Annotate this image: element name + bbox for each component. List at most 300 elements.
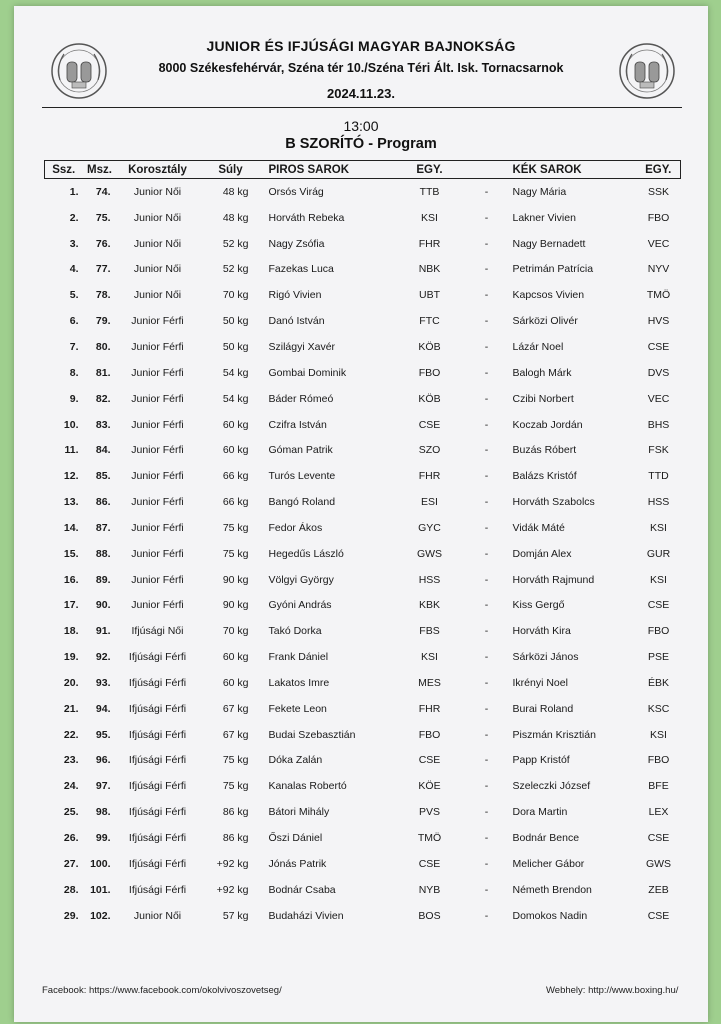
row-msz: 75. — [95, 211, 111, 224]
row-separator: - — [484, 418, 489, 431]
table-row — [45, 231, 681, 257]
row-red-corner: Gyóni András — [268, 599, 332, 612]
table-row — [45, 412, 681, 438]
row-korosztaly: Ifjúsági Férfi — [128, 832, 187, 845]
row-blue-club: CSE — [647, 340, 670, 353]
row-red-corner: Dóka Zalán — [268, 754, 323, 767]
row-blue-corner: Kiss Gergő — [512, 599, 565, 612]
row-suly: 66 kg — [222, 496, 249, 509]
row-blue-corner: Balázs Kristóf — [512, 470, 577, 483]
row-red-club: FBO — [418, 728, 441, 741]
row-ssz: 5. — [69, 289, 79, 302]
row-blue-club: KSC — [647, 702, 670, 715]
row-msz: 102. — [90, 909, 111, 922]
row-blue-corner: Piszmán Krisztián — [512, 728, 596, 741]
row-red-club: GYC — [418, 521, 441, 534]
session-time: 13:00 — [343, 118, 379, 134]
row-blue-club: DVS — [647, 366, 670, 379]
row-blue-corner: Balogh Márk — [512, 366, 572, 379]
row-blue-club: VEC — [647, 237, 670, 250]
row-red-club: FBS — [419, 625, 440, 638]
row-blue-club: FSK — [648, 444, 669, 457]
row-blue-club: FBO — [647, 754, 670, 767]
row-suly: 90 kg — [222, 573, 249, 586]
table-row — [45, 334, 681, 360]
row-suly: 60 kg — [222, 676, 249, 689]
row-separator: - — [484, 315, 489, 328]
row-red-club: NYB — [418, 883, 441, 896]
website-link[interactable]: Webhely: http://www.boxing.hu/ — [546, 985, 679, 996]
table-row — [45, 567, 681, 593]
row-blue-corner: Nagy Bernadett — [512, 237, 586, 250]
row-blue-club: LEX — [648, 806, 669, 819]
row-separator: - — [484, 806, 489, 819]
row-red-club: NBK — [418, 263, 441, 276]
row-red-club: FBO — [418, 366, 441, 379]
row-ssz: 24. — [63, 780, 79, 793]
row-red-club: FHR — [418, 470, 441, 483]
row-msz: 81. — [95, 366, 111, 379]
row-msz: 79. — [95, 315, 111, 328]
facebook-link[interactable]: Facebook: https://www.facebook.com/okolvivoszovetseg/ — [42, 985, 282, 996]
row-red-corner: Fazekas Luca — [268, 263, 334, 276]
row-ssz: 3. — [69, 237, 79, 250]
table-row — [45, 877, 681, 903]
row-ssz: 16. — [63, 573, 79, 586]
row-suly: 57 kg — [222, 909, 249, 922]
row-red-club: HSS — [418, 573, 441, 586]
row-blue-corner: Horváth Rajmund — [512, 573, 595, 586]
row-red-corner: Danó István — [268, 315, 325, 328]
row-separator: - — [484, 780, 489, 793]
row-blue-club: TMÖ — [646, 289, 671, 302]
row-msz: 78. — [95, 289, 111, 302]
row-separator: - — [484, 625, 489, 638]
row-suly: 60 kg — [222, 444, 249, 457]
row-ssz: 20. — [63, 676, 79, 689]
row-korosztaly: Junior Férfi — [131, 547, 184, 560]
row-red-club: FHR — [418, 237, 441, 250]
row-suly: 90 kg — [222, 599, 249, 612]
row-msz: 96. — [95, 754, 111, 767]
row-ssz: 4. — [69, 263, 79, 276]
row-blue-corner: Horváth Szabolcs — [512, 496, 595, 509]
row-msz: 74. — [95, 185, 111, 198]
col-separator — [467, 161, 507, 179]
row-ssz: 23. — [63, 754, 79, 767]
row-blue-club: FBO — [647, 625, 670, 638]
bout-table — [44, 160, 681, 928]
row-red-club: FTC — [419, 315, 440, 328]
row-ssz: 6. — [69, 315, 79, 328]
row-red-club: KSI — [421, 651, 438, 664]
row-blue-club: BHS — [647, 418, 670, 431]
row-suly: +92 kg — [216, 883, 249, 896]
row-korosztaly: Ifjúsági Férfi — [128, 728, 187, 741]
col-egy-red: EGY. — [393, 161, 467, 179]
row-red-corner: Fekete Leon — [268, 702, 327, 715]
table-row — [45, 541, 681, 567]
row-msz: 100. — [90, 857, 111, 870]
row-suly: +92 kg — [216, 857, 249, 870]
row-msz: 101. — [90, 883, 111, 896]
row-blue-club: KSI — [650, 573, 667, 586]
row-suly: 70 kg — [222, 289, 249, 302]
row-separator: - — [484, 496, 489, 509]
row-blue-club: TTD — [648, 470, 669, 483]
row-korosztaly: Junior Női — [133, 909, 182, 922]
row-red-club: MES — [418, 676, 441, 689]
row-ssz: 29. — [63, 909, 79, 922]
row-korosztaly: Ifjúsági Férfi — [128, 883, 187, 896]
row-blue-corner: Burai Roland — [512, 702, 574, 715]
row-blue-club: KSI — [650, 728, 667, 741]
row-blue-corner: Vidák Máté — [512, 521, 565, 534]
table-row — [45, 282, 681, 308]
col-msz: Msz. — [83, 161, 117, 179]
row-suly: 60 kg — [222, 651, 249, 664]
event-title: JUNIOR ÉS IFJÚSÁGI MAGYAR BAJNOKSÁG — [206, 38, 516, 54]
row-red-club: UBT — [419, 289, 440, 302]
row-separator: - — [484, 185, 489, 198]
row-separator: - — [484, 909, 489, 922]
row-ssz: 22. — [63, 728, 79, 741]
row-red-corner: Góman Patrik — [268, 444, 333, 457]
row-ssz: 18. — [63, 625, 79, 638]
col-egy-blue: EGY. — [637, 161, 681, 179]
row-separator: - — [484, 444, 489, 457]
row-msz: 76. — [95, 237, 111, 250]
row-korosztaly: Junior Férfi — [131, 521, 184, 534]
row-blue-club: ZEB — [648, 883, 669, 896]
table-row — [45, 386, 681, 412]
row-blue-club: HSS — [647, 496, 670, 509]
row-suly: 75 kg — [222, 547, 249, 560]
row-ssz: 15. — [63, 547, 79, 560]
table-row — [45, 696, 681, 722]
col-piros-sarok: PIROS SAROK — [263, 161, 393, 179]
row-red-club: TTB — [419, 185, 440, 198]
row-korosztaly: Ifjúsági Férfi — [128, 806, 187, 819]
table-row — [45, 257, 681, 283]
row-ssz: 2. — [69, 211, 79, 224]
row-suly: 66 kg — [222, 470, 249, 483]
row-red-club: KÖE — [418, 780, 441, 793]
row-red-corner: Jónás Patrik — [268, 857, 327, 870]
row-korosztaly: Ifjúsági Férfi — [128, 651, 187, 664]
row-separator: - — [484, 340, 489, 353]
row-blue-corner: Lakner Vivien — [512, 211, 576, 224]
row-suly: 52 kg — [222, 237, 249, 250]
row-separator: - — [484, 599, 489, 612]
row-ssz: 25. — [63, 806, 79, 819]
row-blue-club: PSE — [647, 651, 669, 664]
row-separator: - — [484, 676, 489, 689]
row-msz: 89. — [95, 573, 111, 586]
row-red-club: KBK — [418, 599, 440, 612]
table-row — [45, 799, 681, 825]
row-blue-corner: Kapcsos Vivien — [512, 289, 585, 302]
row-blue-corner: Buzás Róbert — [512, 444, 577, 457]
row-msz: 85. — [95, 470, 111, 483]
row-red-corner: Turós Levente — [268, 470, 336, 483]
row-ssz: 9. — [69, 392, 79, 405]
event-date: 2024.11.23. — [327, 86, 395, 101]
row-msz: 83. — [95, 418, 111, 431]
row-blue-club: SSK — [647, 185, 669, 198]
row-red-corner: Takó Dorka — [268, 625, 322, 638]
row-msz: 98. — [95, 806, 111, 819]
row-blue-club: VEC — [647, 392, 670, 405]
row-blue-corner: Melicher Gábor — [512, 857, 585, 870]
row-separator: - — [484, 211, 489, 224]
row-msz: 93. — [95, 676, 111, 689]
row-korosztaly: Junior Férfi — [131, 573, 184, 586]
row-msz: 95. — [95, 728, 111, 741]
row-red-corner: Nagy Zsófia — [268, 237, 325, 250]
row-blue-club: GUR — [646, 547, 671, 560]
row-red-club: CSE — [418, 754, 441, 767]
row-red-club: BOS — [418, 909, 441, 922]
table-row — [45, 463, 681, 489]
table-row — [45, 437, 681, 463]
program-sheet — [14, 6, 708, 1022]
row-red-club: TMÖ — [417, 832, 442, 845]
row-korosztaly: Ifjúsági Férfi — [128, 780, 187, 793]
row-blue-club: FBO — [647, 211, 670, 224]
row-msz: 77. — [95, 263, 111, 276]
row-separator: - — [484, 392, 489, 405]
row-blue-corner: Domokos Nadin — [512, 909, 588, 922]
row-suly: 54 kg — [222, 392, 249, 405]
row-red-corner: Völgyi György — [268, 573, 334, 586]
row-blue-club: CSE — [647, 909, 670, 922]
row-blue-corner: Czibi Norbert — [512, 392, 574, 405]
row-red-corner: Fedor Ákos — [268, 521, 323, 534]
row-red-corner: Bodnár Csaba — [268, 883, 336, 896]
row-suly: 50 kg — [222, 315, 249, 328]
table-row — [45, 308, 681, 334]
row-blue-corner: Petrimán Patrícia — [512, 263, 594, 276]
table-row — [45, 670, 681, 696]
row-red-corner: Hegedűs László — [268, 547, 344, 560]
table-row — [45, 515, 681, 541]
row-red-corner: Frank Dániel — [268, 651, 329, 664]
row-suly: 75 kg — [222, 521, 249, 534]
row-blue-corner: Nagy Mária — [512, 185, 567, 198]
program-title: B SZORÍTÓ - Program — [285, 136, 437, 152]
row-korosztaly: Ifjúsági Férfi — [128, 754, 187, 767]
row-suly: 70 kg — [222, 625, 249, 638]
table-row — [45, 360, 681, 386]
table-row — [45, 903, 681, 929]
row-red-corner: Orsós Virág — [268, 185, 324, 198]
row-blue-corner: Dora Martin — [512, 806, 568, 819]
row-msz: 99. — [95, 832, 111, 845]
row-ssz: 10. — [63, 418, 79, 431]
row-blue-club: KSI — [650, 521, 667, 534]
row-separator: - — [484, 470, 489, 483]
row-red-corner: Őszi Dániel — [268, 832, 323, 845]
row-red-club: CSE — [418, 857, 441, 870]
row-blue-corner: Papp Kristóf — [512, 754, 570, 767]
row-red-corner: Szilágyi Xavér — [268, 340, 336, 353]
table-row — [45, 593, 681, 619]
row-separator: - — [484, 728, 489, 741]
row-korosztaly: Junior Férfi — [131, 315, 184, 328]
row-red-corner: Bátori Mihály — [268, 806, 330, 819]
table-row — [45, 205, 681, 231]
row-separator: - — [484, 521, 489, 534]
row-ssz: 1. — [69, 185, 79, 198]
table-row — [45, 489, 681, 515]
row-suly: 60 kg — [222, 418, 249, 431]
table-row — [45, 748, 681, 774]
row-korosztaly: Junior Férfi — [131, 418, 184, 431]
row-separator: - — [484, 547, 489, 560]
row-blue-corner: Bodnár Bence — [512, 832, 580, 845]
row-red-club: ESI — [421, 496, 438, 509]
row-suly: 86 kg — [222, 832, 249, 845]
row-suly: 75 kg — [222, 754, 249, 767]
row-blue-club: CSE — [647, 599, 670, 612]
row-korosztaly: Junior Férfi — [131, 470, 184, 483]
row-red-corner: Gombai Dominik — [268, 366, 347, 379]
row-blue-corner: Domján Alex — [512, 547, 572, 560]
row-separator: - — [484, 857, 489, 870]
row-msz: 92. — [95, 651, 111, 664]
row-red-club: FHR — [418, 702, 441, 715]
row-msz: 87. — [95, 521, 111, 534]
row-msz: 88. — [95, 547, 111, 560]
row-ssz: 7. — [69, 340, 79, 353]
row-ssz: 27. — [63, 857, 79, 870]
row-korosztaly: Junior Női — [133, 211, 182, 224]
row-ssz: 17. — [63, 599, 79, 612]
row-blue-club: ÉBK — [647, 676, 669, 689]
row-ssz: 21. — [63, 702, 79, 715]
row-red-corner: Kanalas Robertó — [268, 780, 347, 793]
row-korosztaly: Junior Férfi — [131, 496, 184, 509]
row-blue-corner: Horváth Kira — [512, 625, 571, 638]
row-korosztaly: Ifjúsági Férfi — [128, 676, 187, 689]
row-blue-corner: Szeleczki József — [512, 780, 591, 793]
row-msz: 80. — [95, 340, 111, 353]
row-ssz: 19. — [63, 651, 79, 664]
col-korosztaly: Korosztály — [117, 161, 199, 179]
table-row — [45, 618, 681, 644]
row-blue-club: CSE — [647, 832, 670, 845]
row-red-corner: Budaházi Vivien — [268, 909, 344, 922]
row-msz: 84. — [95, 444, 111, 457]
row-msz: 86. — [95, 496, 111, 509]
table-row — [45, 825, 681, 851]
row-separator: - — [484, 832, 489, 845]
row-ssz: 8. — [69, 366, 79, 379]
row-msz: 82. — [95, 392, 111, 405]
row-suly: 86 kg — [222, 806, 249, 819]
row-separator: - — [484, 754, 489, 767]
row-blue-corner: Sárközi János — [512, 651, 579, 664]
table-row — [45, 179, 681, 205]
table-row — [45, 851, 681, 877]
row-red-club: PVS — [418, 806, 440, 819]
row-ssz: 12. — [63, 470, 79, 483]
row-korosztaly: Junior Férfi — [131, 392, 184, 405]
row-korosztaly: Ifjúsági Női — [131, 625, 184, 638]
table-row — [45, 644, 681, 670]
row-blue-corner: Koczab Jordán — [512, 418, 583, 431]
row-red-club: SZO — [418, 444, 441, 457]
col-kek-sarok: KÉK SAROK — [507, 161, 637, 179]
row-suly: 48 kg — [222, 185, 249, 198]
row-red-corner: Bangó Roland — [268, 496, 336, 509]
row-red-club: KÖB — [418, 392, 441, 405]
col-ssz: Ssz. — [45, 161, 83, 179]
row-korosztaly: Junior Női — [133, 263, 182, 276]
row-korosztaly: Junior Női — [133, 185, 182, 198]
row-korosztaly: Ifjúsági Férfi — [128, 857, 187, 870]
row-separator: - — [484, 883, 489, 896]
row-msz: 90. — [95, 599, 111, 612]
row-suly: 75 kg — [222, 780, 249, 793]
row-red-corner: Czifra István — [268, 418, 327, 431]
table-row — [45, 722, 681, 748]
row-ssz: 28. — [63, 883, 79, 896]
row-msz: 91. — [95, 625, 111, 638]
row-separator: - — [484, 366, 489, 379]
col-suly: Súly — [199, 161, 263, 179]
row-separator: - — [484, 573, 489, 586]
row-blue-corner: Németh Brendon — [512, 883, 592, 896]
row-blue-club: HVS — [647, 315, 670, 328]
row-red-corner: Budai Szebasztián — [268, 728, 356, 741]
row-ssz: 14. — [63, 521, 79, 534]
row-korosztaly: Junior Női — [133, 237, 182, 250]
row-ssz: 26. — [63, 832, 79, 845]
row-msz: 94. — [95, 702, 111, 715]
row-korosztaly: Ifjúsági Férfi — [128, 702, 187, 715]
row-red-club: KÖB — [418, 340, 441, 353]
header-divider — [42, 107, 682, 108]
row-red-club: GWS — [416, 547, 443, 560]
table-header-row — [45, 161, 681, 179]
event-venue: 8000 Székesfehérvár, Széna tér 10./Széna Téri Ált. Isk. Tornacsarnok — [158, 61, 564, 75]
row-korosztaly: Junior Férfi — [131, 599, 184, 612]
row-suly: 50 kg — [222, 340, 249, 353]
row-blue-corner: Ikrényi Noel — [512, 676, 568, 689]
row-suly: 54 kg — [222, 366, 249, 379]
row-red-corner: Lakatos Imre — [268, 676, 330, 689]
row-separator: - — [484, 702, 489, 715]
row-blue-club: NYV — [647, 263, 670, 276]
table-row — [45, 773, 681, 799]
row-red-club: CSE — [418, 418, 441, 431]
row-blue-corner: Sárközi Olivér — [512, 315, 578, 328]
row-suly: 52 kg — [222, 263, 249, 276]
row-red-corner: Rigó Vivien — [268, 289, 322, 302]
row-separator: - — [484, 237, 489, 250]
row-msz: 97. — [95, 780, 111, 793]
row-korosztaly: Junior Női — [133, 289, 182, 302]
row-separator: - — [484, 651, 489, 664]
row-red-club: KSI — [421, 211, 438, 224]
row-korosztaly: Junior Férfi — [131, 444, 184, 457]
row-red-corner: Horváth Rebeka — [268, 211, 345, 224]
row-ssz: 13. — [63, 496, 79, 509]
row-korosztaly: Junior Férfi — [131, 340, 184, 353]
row-blue-corner: Lázár Noel — [512, 340, 564, 353]
